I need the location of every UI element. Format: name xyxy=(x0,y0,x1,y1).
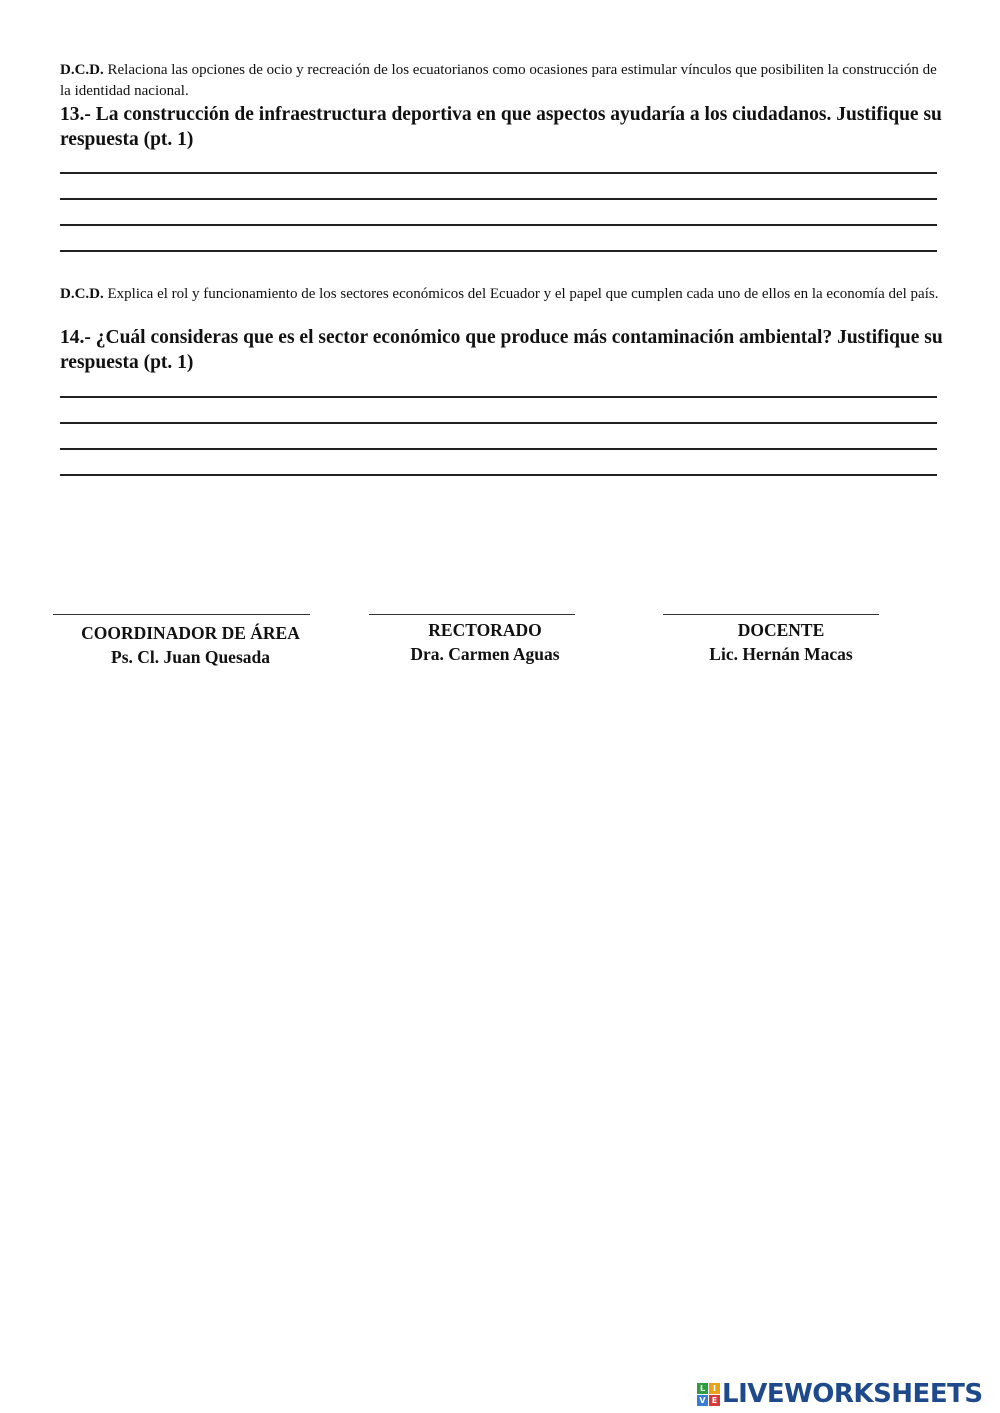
logo-cell-v: V xyxy=(697,1395,708,1406)
logo-cell-e: E xyxy=(709,1395,720,1406)
question-13: 13.- La construcción de infraestructura deportiva en que aspectos ayudaría a los ciudadanos. Justifique su respuesta (pt. 1) xyxy=(60,104,942,150)
signature-name: Dra. Carmen Aguas xyxy=(410,644,560,664)
signature-role: COORDINADOR DE ÁREA xyxy=(81,623,300,643)
liveworksheets-logo-icon xyxy=(697,1383,720,1406)
signature-docente xyxy=(663,618,899,666)
signature-role: RECTORADO xyxy=(428,620,542,640)
signature-role: DOCENTE xyxy=(737,620,825,640)
dcd-13-text: Relaciona las opciones de ocio y recreación de los ecuatorianos como ocasiones para estimular vínculos que posibiliten la construcción de la identidad nacional. xyxy=(60,62,937,99)
logo-cell-l: L xyxy=(697,1383,708,1394)
dcd-14 xyxy=(60,284,940,305)
signature-name: Lic. Hernán Macas xyxy=(709,644,853,664)
answer-line-14-2[interactable] xyxy=(60,422,937,424)
liveworksheets-logo xyxy=(697,1376,983,1412)
dcd-13 xyxy=(60,60,940,102)
dcd-14-text: Explica el rol y funcionamiento de los sectores económicos del Ecuador y el papel que cumplen cada uno de ellos en la economía del país. xyxy=(103,286,939,302)
answer-line-13-2[interactable] xyxy=(60,198,937,200)
signature-name: Ps. Cl. Juan Quesada xyxy=(111,647,270,667)
signature-line-docente xyxy=(663,614,879,615)
answer-line-13-1[interactable] xyxy=(60,172,937,174)
answer-line-14-4[interactable] xyxy=(60,474,937,476)
signature-line-rectorado xyxy=(369,614,575,615)
answer-line-13-3[interactable] xyxy=(60,224,937,226)
answer-line-13-4[interactable] xyxy=(60,250,937,252)
dcd-13-label: D.C.D. xyxy=(60,62,104,78)
answer-line-14-3[interactable] xyxy=(60,448,937,450)
signature-coordinador xyxy=(53,621,328,669)
dcd-14-label: D.C.D. xyxy=(60,286,104,302)
question-14: 14.- ¿Cuál consideras que es el sector económico que produce más contaminación ambiental? Justifique su respuesta (pt. 1) xyxy=(60,327,943,373)
liveworksheets-logo-text: LIVEWORKSHEETS xyxy=(722,1379,983,1409)
answer-line-14-1[interactable] xyxy=(60,396,937,398)
signature-line-coordinador xyxy=(53,614,310,615)
signature-rectorado xyxy=(369,618,601,666)
logo-cell-i: I xyxy=(709,1383,720,1394)
